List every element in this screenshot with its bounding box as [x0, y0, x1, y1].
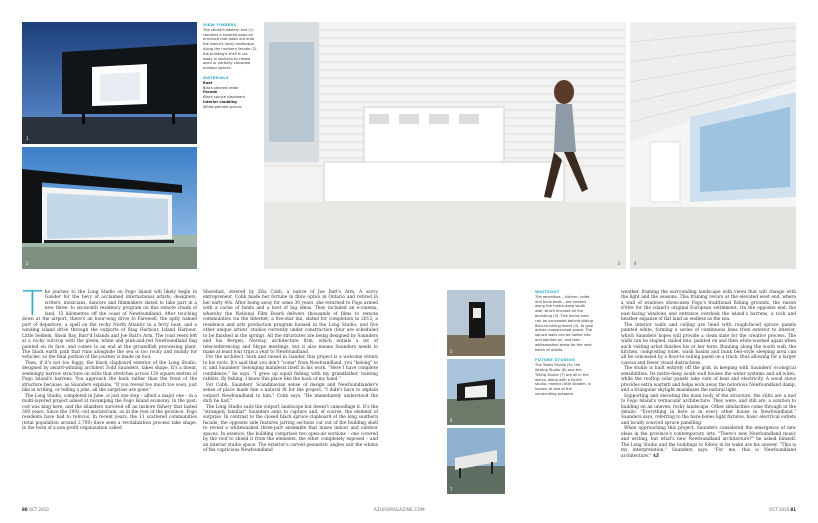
future-studios-heading: FUTURE STUDIOS — [535, 357, 575, 363]
materials-heading: MATERIALS — [203, 74, 229, 80]
footer-left — [22, 507, 49, 512]
future-studios-body: The Tower Studio (5), the Writing Studio (6) and the Tilting Studio (7) are all in the works, along with a fourth studio, named Little Seldom, in honour of one of the surrounding outports. — [535, 363, 592, 396]
photo-number-4: 4 — [634, 261, 637, 266]
writing-studio-photo — [447, 359, 505, 425]
tower-studio-photo — [447, 290, 505, 356]
footer-right — [769, 507, 796, 512]
roof-label: Roof — [203, 80, 213, 85]
right-page-number: 81 — [790, 507, 796, 512]
left-issue-date: OCT 2010 — [28, 507, 49, 512]
article-col2-paragraph-1: Shorefast, steered by Zita Cobb, a native of Joe Batt's Arm. A savvy entrepreneur, Cobb made her fortune in fibre optics in Ontario and retired in her early 40s. After being away for some 30 years, she returned to Fogo armed with a cache of funds and a host of big ideas. They included an e-cinema, whereby the National Film Board delivers thousands of films to remote communities via the Internet; a five-star inn, slated for completion in 2012; a residence and arts production program housed in the Long Studio; and five other unique artists' studios currently under construction (four are scheduled to be finished in the spring). All the structures are being designed by Saunders and his Bergen, Norway, architecture firm, which entails a lot of teleconferencing and Skype meetings, but it also means Saunders needs to make at least four trips a year to Newfoundland. — [203, 290, 378, 355]
studio-interior-photo-4 — [630, 22, 796, 269]
article-column-1 — [22, 284, 197, 432]
article-col4-paragraph-1: weather, framing the surrounding landscape with views that will change with the light and the seasons. This framing recurs at the elevated west end, where a wall of windows showcases Fogo's traditional fishing grounds, the raison d'être for the island's original European settlement. On the opposite end, the east-facing windows and entrance overlook the island's barrens, a rock and heather expanse of flat land as endless as the sea. — [621, 290, 796, 323]
article-col1-paragraph-2: Then, if it's not too foggy, the black clapboard exterior of the Long Studio, designed by award-winning architect Todd Saunders, takes shape. It's a linear, seemingly narrow structure on stilts that stretches across 120 square metres of Fogo Island's barrens. You approach the back rather than the front of the structure because, as Saunders explains, "If you reveal too much too soon, just like in writing, or telling a joke, all the surprises are gone." — [22, 360, 197, 394]
facade-value: Black spruce clapboard — [203, 95, 245, 100]
article-col4-paragraph-5: When approaching this project, Saunders considered the emergence of new ideas in the province's contemporary arts. "There's new Newfoundland music and writing, but what's new Newfoundland architecture?" he asked himself. The Long Studio and the buildings to follow in its wake are his answer. "This is my interpretation," Saunders says. "For me, this is Newfoundland architecture." — [621, 426, 796, 459]
photo-number-1: 1 — [26, 136, 29, 141]
article-col1-paragraph-3: The Long Studio, completed in June, is just one step – albeit a major one – in a multi-layered project aimed at revamping the Fogo Island economy. In the past, cod was king here, and the islanders survived off an inshore fishery that lasted 300 years. Since the 1992 cod moratorium, as in the rest of the province, Fogo residents have had to refocus. In recent years, the 11 scattered communities (total population around 2,700) have seen a revitalization process take shape, in the form of a non-profit organization called — [22, 393, 197, 432]
article-column-4 — [621, 290, 796, 459]
facade-label: Facade — [203, 90, 218, 95]
photo-number-2: 2 — [26, 261, 29, 266]
article-col4-paragraph-3: The studio is built entirely off the grid, in keeping with Saunders' ecological sensibilities. Its metre-deep south wall houses the water systems and all wires, while the rooftop solar panels take care of heat and electricity. A wood stove provides extra warmth and helps wick away the notorious Newfoundland damp, and a triangular skylight maximizes the natural light. — [621, 366, 796, 394]
interior-label: Interior cladding — [203, 99, 237, 104]
article-column-2 — [203, 290, 378, 454]
right-issue-date: OCT 2010 — [769, 507, 790, 512]
studio-exterior-photo-2 — [22, 147, 197, 269]
article-col2-paragraph-4: The Long Studio suits the outport landscape but doesn't camouflage it. It's the "strangely familiar" Saunders aims to capture and, of course, the element of surprise. In contrast to the closed black spruce clapboard of the long southern facade, the opposite side features jarring sections cut out of the building shell to reveal a whitewashed three-part ensemble that mixes indoor and outdoor spaces. In essence, the building comprises two open-air sections – one covered by the roof to shield it from the elements, the other completely exposed – and an interior studio space. The exterior's carved geometric angles suit the whims of the capricious Newfoundland — [203, 404, 378, 454]
article-col1-paragraph-1: he journey to the Long Studio on Fogo Island will likely begin in Gander for the bevy of acclaimed international artists, designers, writers, musicians, dancers and filmmakers slated to take part in a new three- to six-month residency program on this remote chunk of land, 15 kilometres off the coast of Newfoundland. After touching down at the airport, there's an hour-long drive to Farewell, the aptly named port of departure, a spell on the rocky North Atlantic in a ferry boat, and a winding island drive through the outports of Stag Harbour, Island Harbour, Little Seldom, Shoal Bay, Barr'd Islands and Joe Batt's Arm. The road veers left at a rocky outcrop with the green, white and pink-and-red Newfoundland flag painted on its face, and comes to an end at the groundfish processing plant. The black earth path that runs alongside the sea is too rocky and muddy for vehicles, so the final portion of the journey is made on foot. — [22, 290, 197, 361]
article-col2-paragraph-3: For Cobb, Saunders' Scandinavian sense of design and Newfoundlander's sense of place made him a natural fit for the project. "I didn't have to explain outport Newfoundland to him," Cobb says. "He immediately understood the duty he had." — [203, 382, 378, 405]
whiteout-body: The amenities – kitchen, toilet and bunk beds – are housed along the metre-deep south wall, which encases all the plumbing (3). This entire area can be concealed behind sliding floor-to-ceiling doors (4), to give artists unobstructed space. The spruce walls can be nailed into and painted on, and then whitewashed anew for the next batch of artists. — [535, 294, 593, 352]
left-page-number: 80 — [22, 507, 28, 512]
roof-value: Black-stained cedar — [203, 85, 239, 90]
viewfinders-body: The studio's eastern end (1) contains a covered open-air entrance that looks out onto the island's rocky landscape. Along the northern facade (2), the building's shell is cut away in sections to create open or partially canopied outdoor spaces. — [203, 27, 258, 71]
whiteout-heading: WHITEOUT — [535, 289, 560, 294]
photo-number-7: 7 — [450, 487, 453, 492]
whiteout-sidebar — [535, 290, 593, 397]
article-col4-paragraph-4: Supporting and elevating the main body of the structure, the stilts are a nod to Fogo Island's vernacular architecture. They were, and still are, a solution to building on an uneven, rocky landscape. Other similarities come through in the details. "Everything in here is in every other house in Newfoundland," Saunders says, referring to the bare-bones light fixtures, basic electrical outlets and locally sourced spruce panelling. — [621, 393, 796, 426]
studio-interior-photo-3 — [264, 22, 626, 269]
photo-number-3: 3 — [617, 261, 620, 266]
photo-number-5: 5 — [450, 349, 453, 354]
viewfinders-heading: VIEW FINDERS — [203, 22, 237, 27]
viewfinders-sidebar — [203, 23, 258, 110]
footer-site: AZUREMAGAZINE.COM — [374, 507, 425, 512]
studio-exterior-photo-1 — [22, 22, 197, 144]
drop-cap: T — [22, 284, 43, 324]
interior-value: White-painted spruce — [203, 104, 242, 109]
end-mark: AZ — [652, 453, 660, 459]
article-col4-paragraph-2: The interior walls and ceiling are lined with rough-faced spruce panels painted white, forming a series of continuous lines from exterior to interior, which Saunders hopes will provide a clean slate for the creative process. The walls can be stapled, nailed into, painted on and then white-washed again when each visiting artist finishes his or her term. Running along the south wall, the kitchen, composting toilet, wash basins and bunk bed–style sleeping area can all be concealed by a floor-to-ceiling panel on a track, thus allowing for a larger canvas and fewer visual distractions. — [621, 322, 796, 366]
tilting-studio-photo — [447, 428, 505, 494]
photo-number-6: 6 — [450, 418, 453, 423]
article-col2-paragraph-2: For the architect, born and raised in Gander, this project is a welcome return to his roots. It's said that you don't "come" from Newfoundland, you "belong" to it, and Saunders' belonging manifests itself in his work. "Here I have complete confidence," he says. "I grew up squid fishing with my grandfather, hunting rabbits, fly fishing. I know this place like the back of my hand." — [203, 355, 378, 383]
